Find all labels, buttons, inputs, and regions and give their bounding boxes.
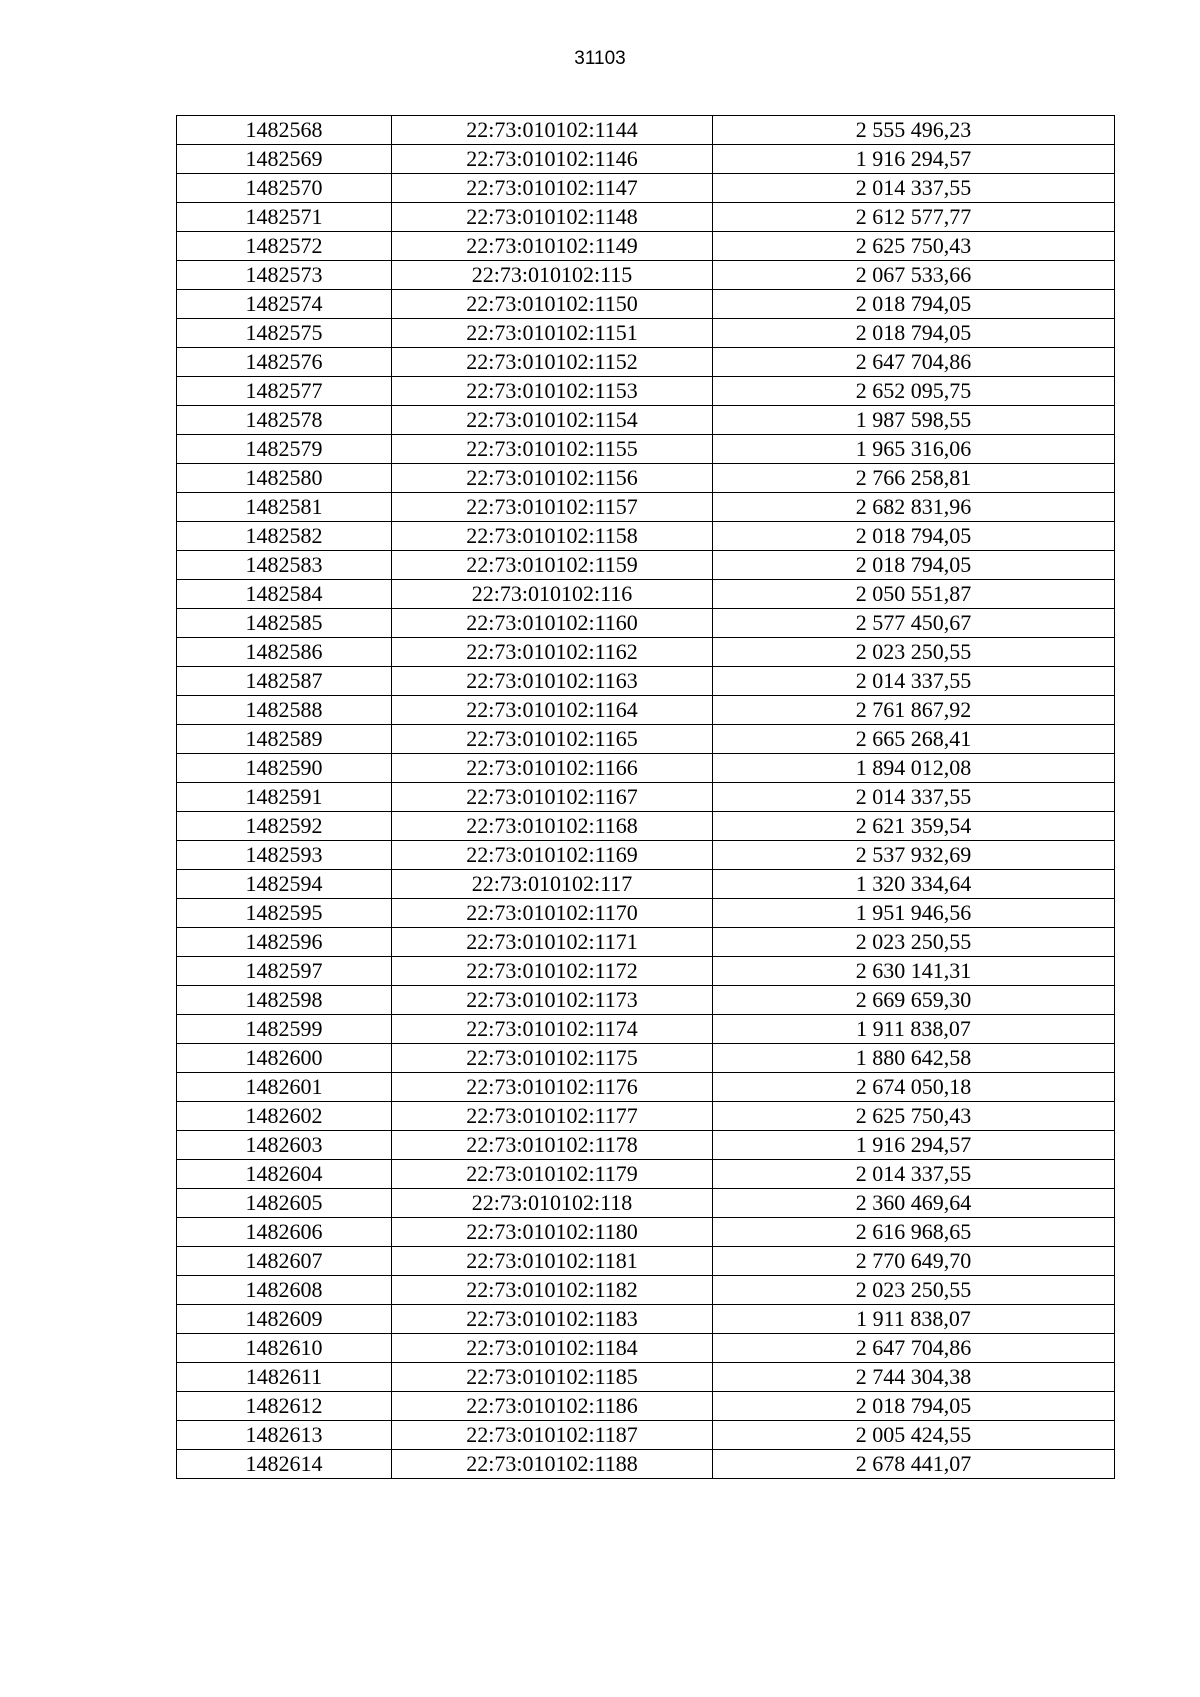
value-cell: 1 987 598,55 [713, 406, 1115, 435]
record-number-cell: 1482593 [177, 841, 392, 870]
cadastral-number-cell: 22:73:010102:1166 [392, 754, 713, 783]
value-cell: 1 320 334,64 [713, 870, 1115, 899]
cadastral-number-cell: 22:73:010102:116 [392, 580, 713, 609]
value-cell: 2 050 551,87 [713, 580, 1115, 609]
table-row [177, 348, 1115, 377]
cadastral-number-cell: 22:73:010102:1185 [392, 1363, 713, 1392]
value-cell: 2 625 750,43 [713, 1102, 1115, 1131]
table-row [177, 1421, 1115, 1450]
table-row [177, 232, 1115, 261]
table-row [177, 145, 1115, 174]
value-cell: 1 894 012,08 [713, 754, 1115, 783]
value-cell: 1 965 316,06 [713, 435, 1115, 464]
record-number-cell: 1482579 [177, 435, 392, 464]
cadastral-number-cell: 22:73:010102:1184 [392, 1334, 713, 1363]
table-row [177, 1044, 1115, 1073]
cadastral-number-cell: 22:73:010102:1149 [392, 232, 713, 261]
table-row [177, 1450, 1115, 1479]
cadastral-number-cell: 22:73:010102:1167 [392, 783, 713, 812]
cadastral-number-cell: 22:73:010102:1160 [392, 609, 713, 638]
data-table [176, 115, 1115, 1479]
table-row [177, 290, 1115, 319]
table-row [177, 1276, 1115, 1305]
cadastral-number-cell: 22:73:010102:1158 [392, 522, 713, 551]
value-cell: 2 537 932,69 [713, 841, 1115, 870]
value-cell: 2 014 337,55 [713, 667, 1115, 696]
table-row [177, 899, 1115, 928]
value-cell: 2 067 533,66 [713, 261, 1115, 290]
table-row [177, 841, 1115, 870]
table-row [177, 406, 1115, 435]
value-cell: 2 023 250,55 [713, 928, 1115, 957]
table-row [177, 754, 1115, 783]
value-cell: 2 766 258,81 [713, 464, 1115, 493]
record-number-cell: 1482583 [177, 551, 392, 580]
cadastral-number-cell: 22:73:010102:1188 [392, 1450, 713, 1479]
value-cell: 2 018 794,05 [713, 319, 1115, 348]
record-number-cell: 1482604 [177, 1160, 392, 1189]
table-row [177, 1102, 1115, 1131]
record-number-cell: 1482592 [177, 812, 392, 841]
record-number-cell: 1482596 [177, 928, 392, 957]
record-number-cell: 1482581 [177, 493, 392, 522]
record-number-cell: 1482576 [177, 348, 392, 377]
value-cell: 2 360 469,64 [713, 1189, 1115, 1218]
value-cell: 1 880 642,58 [713, 1044, 1115, 1073]
record-number-cell: 1482568 [177, 116, 392, 145]
table-row [177, 1305, 1115, 1334]
cadastral-number-cell: 22:73:010102:1151 [392, 319, 713, 348]
value-cell: 2 652 095,75 [713, 377, 1115, 406]
value-cell: 2 744 304,38 [713, 1363, 1115, 1392]
record-number-cell: 1482608 [177, 1276, 392, 1305]
cadastral-number-cell: 22:73:010102:1155 [392, 435, 713, 464]
value-cell: 2 555 496,23 [713, 116, 1115, 145]
table-row [177, 609, 1115, 638]
table-row [177, 1247, 1115, 1276]
record-number-cell: 1482594 [177, 870, 392, 899]
cadastral-number-cell: 22:73:010102:1165 [392, 725, 713, 754]
value-cell: 2 023 250,55 [713, 1276, 1115, 1305]
value-cell: 2 647 704,86 [713, 1334, 1115, 1363]
value-cell: 2 674 050,18 [713, 1073, 1115, 1102]
value-cell: 1 911 838,07 [713, 1015, 1115, 1044]
record-number-cell: 1482571 [177, 203, 392, 232]
cadastral-number-cell: 22:73:010102:1169 [392, 841, 713, 870]
cadastral-number-cell: 22:73:010102:1187 [392, 1421, 713, 1450]
page-number: 31103 [574, 48, 626, 69]
cadastral-number-cell: 22:73:010102:1168 [392, 812, 713, 841]
cadastral-number-cell: 22:73:010102:1164 [392, 696, 713, 725]
cadastral-number-cell: 22:73:010102:1146 [392, 145, 713, 174]
table-row [177, 957, 1115, 986]
record-number-cell: 1482599 [177, 1015, 392, 1044]
cadastral-number-cell: 22:73:010102:1152 [392, 348, 713, 377]
record-number-cell: 1482602 [177, 1102, 392, 1131]
cadastral-number-cell: 22:73:010102:1162 [392, 638, 713, 667]
table-row [177, 174, 1115, 203]
table-row [177, 1015, 1115, 1044]
value-cell: 2 612 577,77 [713, 203, 1115, 232]
value-cell: 2 023 250,55 [713, 638, 1115, 667]
table-row [177, 261, 1115, 290]
value-cell: 1 911 838,07 [713, 1305, 1115, 1334]
value-cell: 1 916 294,57 [713, 1131, 1115, 1160]
value-cell: 2 577 450,67 [713, 609, 1115, 638]
table-row [177, 435, 1115, 464]
cadastral-number-cell: 22:73:010102:1179 [392, 1160, 713, 1189]
cadastral-number-cell: 22:73:010102:1163 [392, 667, 713, 696]
record-number-cell: 1482590 [177, 754, 392, 783]
value-cell: 2 018 794,05 [713, 1392, 1115, 1421]
cadastral-number-cell: 22:73:010102:1153 [392, 377, 713, 406]
record-number-cell: 1482578 [177, 406, 392, 435]
record-number-cell: 1482580 [177, 464, 392, 493]
record-number-cell: 1482575 [177, 319, 392, 348]
value-cell: 2 018 794,05 [713, 522, 1115, 551]
value-cell: 1 951 946,56 [713, 899, 1115, 928]
value-cell: 2 625 750,43 [713, 232, 1115, 261]
value-cell: 2 018 794,05 [713, 290, 1115, 319]
value-cell: 2 669 659,30 [713, 986, 1115, 1015]
record-number-cell: 1482597 [177, 957, 392, 986]
record-number-cell: 1482605 [177, 1189, 392, 1218]
cadastral-number-cell: 22:73:010102:1176 [392, 1073, 713, 1102]
table-row [177, 928, 1115, 957]
record-number-cell: 1482601 [177, 1073, 392, 1102]
record-number-cell: 1482577 [177, 377, 392, 406]
value-cell: 2 018 794,05 [713, 551, 1115, 580]
table-row [177, 1131, 1115, 1160]
record-number-cell: 1482585 [177, 609, 392, 638]
cadastral-number-cell: 22:73:010102:1157 [392, 493, 713, 522]
table-row [177, 116, 1115, 145]
table-row [177, 493, 1115, 522]
cadastral-number-cell: 22:73:010102:1178 [392, 1131, 713, 1160]
table-row [177, 551, 1115, 580]
value-cell: 2 014 337,55 [713, 1160, 1115, 1189]
record-number-cell: 1482572 [177, 232, 392, 261]
cadastral-number-cell: 22:73:010102:1173 [392, 986, 713, 1015]
value-cell: 2 616 968,65 [713, 1218, 1115, 1247]
cadastral-number-cell: 22:73:010102:1175 [392, 1044, 713, 1073]
table-row [177, 319, 1115, 348]
cadastral-number-cell: 22:73:010102:1172 [392, 957, 713, 986]
record-number-cell: 1482607 [177, 1247, 392, 1276]
value-cell: 2 761 867,92 [713, 696, 1115, 725]
table-row [177, 870, 1115, 899]
record-number-cell: 1482598 [177, 986, 392, 1015]
table-body [177, 116, 1115, 1479]
table-row [177, 1073, 1115, 1102]
record-number-cell: 1482600 [177, 1044, 392, 1073]
cadastral-number-cell: 22:73:010102:1156 [392, 464, 713, 493]
value-cell: 1 916 294,57 [713, 145, 1115, 174]
value-cell: 2 621 359,54 [713, 812, 1115, 841]
record-number-cell: 1482612 [177, 1392, 392, 1421]
cadastral-number-cell: 22:73:010102:1181 [392, 1247, 713, 1276]
value-cell: 2 678 441,07 [713, 1450, 1115, 1479]
value-cell: 2 630 141,31 [713, 957, 1115, 986]
cadastral-number-cell: 22:73:010102:118 [392, 1189, 713, 1218]
record-number-cell: 1482582 [177, 522, 392, 551]
cadastral-number-cell: 22:73:010102:1171 [392, 928, 713, 957]
table-row [177, 580, 1115, 609]
record-number-cell: 1482603 [177, 1131, 392, 1160]
cadastral-number-cell: 22:73:010102:1144 [392, 116, 713, 145]
record-number-cell: 1482591 [177, 783, 392, 812]
record-number-cell: 1482610 [177, 1334, 392, 1363]
record-number-cell: 1482614 [177, 1450, 392, 1479]
value-cell: 2 005 424,55 [713, 1421, 1115, 1450]
record-number-cell: 1482588 [177, 696, 392, 725]
table-row [177, 464, 1115, 493]
table-row [177, 1363, 1115, 1392]
cadastral-number-cell: 22:73:010102:1177 [392, 1102, 713, 1131]
record-number-cell: 1482609 [177, 1305, 392, 1334]
cadastral-number-cell: 22:73:010102:1148 [392, 203, 713, 232]
table-row [177, 203, 1115, 232]
table-row [177, 696, 1115, 725]
record-number-cell: 1482584 [177, 580, 392, 609]
value-cell: 2 770 649,70 [713, 1247, 1115, 1276]
table-row [177, 638, 1115, 667]
table-row [177, 522, 1115, 551]
record-number-cell: 1482595 [177, 899, 392, 928]
record-number-cell: 1482574 [177, 290, 392, 319]
value-cell: 2 682 831,96 [713, 493, 1115, 522]
table-row [177, 1218, 1115, 1247]
cadastral-number-cell: 22:73:010102:1170 [392, 899, 713, 928]
table-row [177, 986, 1115, 1015]
record-number-cell: 1482569 [177, 145, 392, 174]
record-number-cell: 1482586 [177, 638, 392, 667]
cadastral-number-cell: 22:73:010102:1182 [392, 1276, 713, 1305]
value-cell: 2 014 337,55 [713, 783, 1115, 812]
cadastral-number-cell: 22:73:010102:1159 [392, 551, 713, 580]
record-number-cell: 1482587 [177, 667, 392, 696]
value-cell: 2 665 268,41 [713, 725, 1115, 754]
table-row [177, 667, 1115, 696]
value-cell: 2 014 337,55 [713, 174, 1115, 203]
record-number-cell: 1482570 [177, 174, 392, 203]
cadastral-number-cell: 22:73:010102:1154 [392, 406, 713, 435]
table-row [177, 1160, 1115, 1189]
cadastral-number-cell: 22:73:010102:115 [392, 261, 713, 290]
table-row [177, 1189, 1115, 1218]
record-number-cell: 1482573 [177, 261, 392, 290]
cadastral-number-cell: 22:73:010102:1180 [392, 1218, 713, 1247]
cadastral-number-cell: 22:73:010102:117 [392, 870, 713, 899]
table-row [177, 1392, 1115, 1421]
value-cell: 2 647 704,86 [713, 348, 1115, 377]
record-number-cell: 1482611 [177, 1363, 392, 1392]
table-row [177, 377, 1115, 406]
table-row [177, 812, 1115, 841]
cadastral-number-cell: 22:73:010102:1147 [392, 174, 713, 203]
record-number-cell: 1482589 [177, 725, 392, 754]
cadastral-number-cell: 22:73:010102:1183 [392, 1305, 713, 1334]
table-row [177, 725, 1115, 754]
record-number-cell: 1482613 [177, 1421, 392, 1450]
table-row [177, 783, 1115, 812]
record-number-cell: 1482606 [177, 1218, 392, 1247]
cadastral-number-cell: 22:73:010102:1174 [392, 1015, 713, 1044]
cadastral-number-cell: 22:73:010102:1186 [392, 1392, 713, 1421]
cadastral-number-cell: 22:73:010102:1150 [392, 290, 713, 319]
table-row [177, 1334, 1115, 1363]
